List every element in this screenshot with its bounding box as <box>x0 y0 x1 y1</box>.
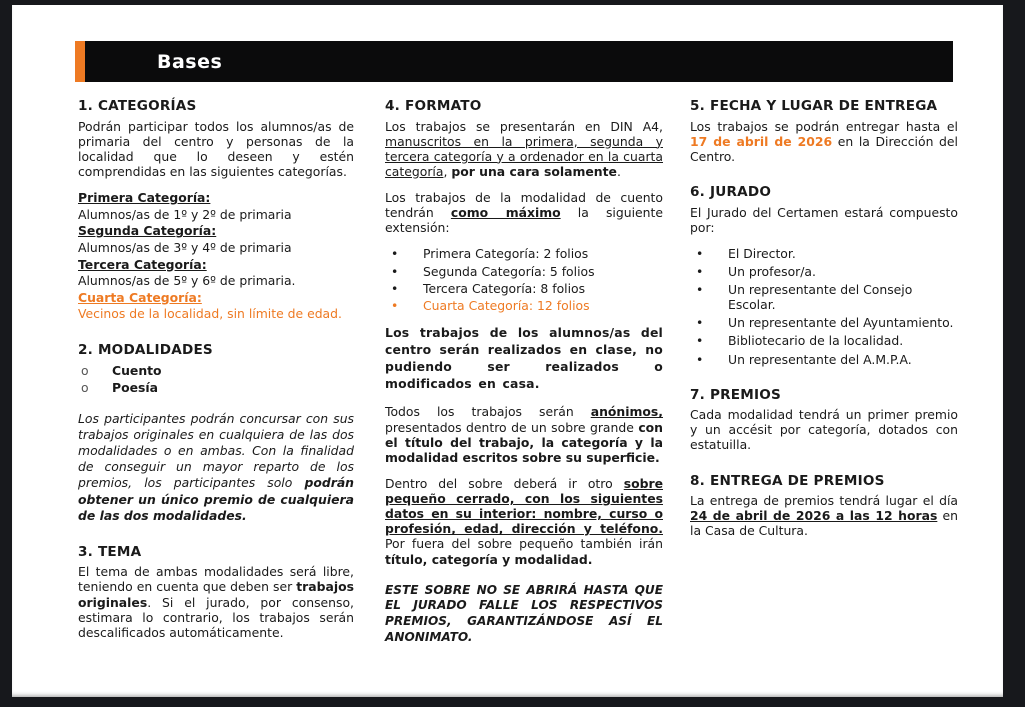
list-item-text <box>728 264 958 279</box>
paragraph <box>78 411 354 524</box>
bullet-list <box>78 363 354 395</box>
text-run: título, categoría y modalidad. <box>385 551 593 567</box>
text-run: Los trabajos de la modalidad de cuento tendrán <box>385 190 663 221</box>
section-heading: 2. MODALIDADES <box>78 342 213 359</box>
text-run: anónimos, <box>590 404 663 420</box>
text-run: Cuarta Categoría: 12 folios <box>423 297 590 313</box>
paragraph <box>690 407 958 452</box>
section-heading: 4. FORMATO <box>385 98 482 114</box>
text-line <box>78 207 354 223</box>
text-run: Un profesor/a. <box>728 263 816 279</box>
paragraph <box>385 119 663 180</box>
text-run: Poesía <box>112 379 158 395</box>
text-run: 17 de abril de 2026 <box>690 133 833 149</box>
text-run: Un representante del Consejo Escolar. <box>728 282 913 313</box>
list-item <box>690 282 958 312</box>
list-item-text <box>423 281 663 296</box>
text-run: con el título del trabajo, la categoría y la modalidad escritos sobre su superficie. <box>385 419 663 465</box>
bullet-marker: • <box>391 263 399 279</box>
text-run: como máximo <box>450 205 561 221</box>
text-line <box>78 240 354 256</box>
section-heading: 3. TEMA <box>78 543 142 560</box>
paragraph <box>385 476 663 567</box>
text-run: en la Casa de Cultura. <box>690 508 959 539</box>
text-run: Segunda Categoría: <box>78 223 217 239</box>
text-run: Primera Categoría: 2 folios <box>423 246 589 262</box>
text-run: Los trabajos se presentarán en DIN A4, <box>385 118 663 134</box>
paragraph <box>690 119 958 164</box>
leaflet-page <box>12 5 1003 697</box>
header-bar <box>75 41 953 82</box>
text-line <box>78 290 354 306</box>
section-heading: 1. CATEGORÍAS <box>78 98 197 114</box>
column-3 <box>690 98 958 550</box>
list-item <box>385 298 663 313</box>
text-run: 24 de abril de 2026 a las 12 horas <box>690 508 938 524</box>
list-item-text <box>728 246 958 261</box>
text-line <box>78 257 354 273</box>
list-item-text <box>112 363 354 378</box>
paragraph <box>78 564 354 640</box>
text-run: Un representante del Ayuntamiento. <box>728 315 954 331</box>
bullet-marker: • <box>391 246 399 262</box>
paragraph <box>78 119 354 180</box>
list-item <box>385 281 663 296</box>
text-run: Los trabajos se podrán entregar hasta el <box>690 118 958 134</box>
list-item-text <box>728 315 958 330</box>
text-run: . <box>616 163 621 179</box>
text-run: Todos los trabajos serán <box>385 404 591 420</box>
paragraph <box>385 190 663 235</box>
bullet-list <box>385 246 663 313</box>
text-run: El Jurado del Certamen estará compuesto por: <box>690 204 958 235</box>
text-run: . Si el jurado, por consenso, estimara lo contrario, los trabajos serán descalificados automáticamente. <box>78 594 354 640</box>
text-run: Los trabajos de los alumnos/as del centro serán realizados en clase, no pudiendo ser realizados o modificados en casa. <box>385 324 663 391</box>
list-item-text <box>423 264 663 279</box>
text-run: sobre pequeño cerrado, con los siguientes datos en su interior: nombre, curso o profesión, edad, dirección y teléfono. <box>385 475 663 537</box>
text-run: , <box>443 163 452 179</box>
text-run: La entrega de premios tendrá lugar el día <box>690 493 958 509</box>
text-run: Segunda Categoría: 5 folios <box>423 263 595 279</box>
bullet-marker: • <box>696 315 704 331</box>
bullet-marker: • <box>391 280 399 296</box>
header-accent-stripe <box>75 41 85 82</box>
paragraph <box>385 404 663 465</box>
bullet-list <box>690 246 958 367</box>
text-run: Los participantes podrán concursar con sus trabajos originales en cualquiera de las dos modalidades o en ambas. Con la finalidad de conseguir un mayor reparto de los premios, los participantes solo <box>78 410 354 491</box>
text-line <box>78 273 354 289</box>
text-run: Bibliotecario de la localidad. <box>728 333 904 349</box>
list-item <box>690 264 958 279</box>
text-run: El Director. <box>728 245 796 261</box>
bullet-marker: • <box>696 245 704 261</box>
text-run: Alumnos/as de 5º y 6º de primaria. <box>78 273 296 289</box>
list-item-text <box>728 282 958 312</box>
text-run: Alumnos/as de 1º y 2º de primaria <box>78 206 292 222</box>
column-1 <box>78 98 354 651</box>
bullet-marker: • <box>696 282 704 298</box>
section-heading: 8. ENTREGA DE PREMIOS <box>690 472 885 489</box>
text-run: Tercera Categoría: <box>78 256 207 272</box>
text-run: El tema de ambas modalidades será libre, teniendo en cuenta que deben ser <box>78 564 354 595</box>
list-item <box>690 315 958 330</box>
text-run: manuscritos en la primera, segunda y tercera categoría y a ordenador en la cuarta categoría <box>385 133 663 179</box>
list-item <box>385 246 663 261</box>
list-item-text <box>728 333 958 348</box>
text-run: por una cara solamente <box>451 163 617 179</box>
text-run: Un representante del A.M.P.A. <box>728 351 912 367</box>
text-line <box>78 190 354 206</box>
text-run: presentados dentro de un sobre grande <box>385 419 639 435</box>
paragraph <box>385 583 663 646</box>
list-item-text <box>423 246 663 261</box>
bullet-marker: • <box>696 351 704 367</box>
list-item <box>690 333 958 348</box>
text-run: Cada modalidad tendrá un primer premio y un accésit por categoría, dotados con estatuilla. <box>690 407 958 453</box>
bullet-marker: • <box>391 297 399 313</box>
page-title: Bases <box>157 50 223 73</box>
text-run: en la Dirección del Centro. <box>690 133 958 164</box>
list-item <box>78 363 354 378</box>
text-run: la siguiente extensión: <box>385 205 663 236</box>
list-item-text <box>728 352 958 367</box>
column-2 <box>385 98 663 657</box>
text-line <box>78 223 354 239</box>
text-run: Dentro del sobre deberá ir otro <box>385 475 624 491</box>
text-run: Tercera Categoría: 8 folios <box>423 280 586 296</box>
list-item <box>385 264 663 279</box>
paragraph <box>690 205 958 235</box>
text-run: podrán obtener un único premio de cualquiera de las dos modalidades. <box>78 475 354 523</box>
text-run: Podrán participar todos los alumnos/as de primaria del centro y personas de la localidad que lo deseen y estén comprendidas en las siguientes categorías. <box>78 118 354 179</box>
section-heading: 5. FECHA Y LUGAR DE ENTREGA <box>690 98 938 114</box>
text-run: Alumnos/as de 3º y 4º de primaria <box>78 239 292 255</box>
list-item <box>690 352 958 367</box>
paragraph <box>385 325 663 392</box>
text-run: Por fuera del sobre pequeño también irán <box>385 536 663 552</box>
list-item-text <box>112 380 354 395</box>
list-item <box>78 380 354 395</box>
bullet-marker: • <box>696 333 704 349</box>
section-heading: 6. JURADO <box>690 183 772 200</box>
text-run: Primera Categoría: <box>78 190 211 206</box>
bullet-marker: o <box>81 362 89 378</box>
text-run: Cuento <box>112 362 162 378</box>
bullet-marker: • <box>696 263 704 279</box>
text-run: Vecinos de la localidad, sin límite de edad. <box>78 306 342 322</box>
list-item-text <box>423 298 663 313</box>
list-item <box>690 246 958 261</box>
text-run: ESTE SOBRE NO SE ABRIRÁ HASTA QUE EL JURADO FALLE LOS RESPECTIVOS PREMIOS, GARANTIZÁNDOSE ASÍ EL ANONIMATO. <box>385 582 663 644</box>
bullet-marker: o <box>81 379 89 395</box>
paragraph <box>690 493 958 538</box>
text-run: trabajos originales <box>78 579 354 610</box>
section-heading: 7. PREMIOS <box>690 386 782 403</box>
text-run: Cuarta Categoría: <box>78 289 202 305</box>
text-line <box>78 306 354 322</box>
